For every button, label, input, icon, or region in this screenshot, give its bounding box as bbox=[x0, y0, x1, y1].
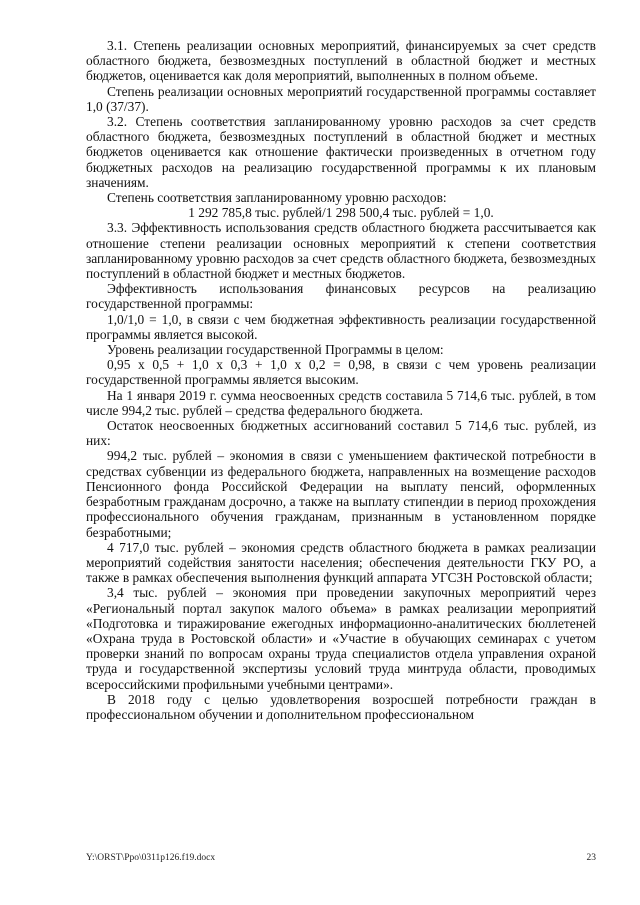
paragraph-efficiency-result: 1,0/1,0 = 1,0, в связи с чем бюджетная эффективность реализации государственной программы является высокой. bbox=[86, 311, 596, 342]
footer-file-path: Y:\ORST\Ppo\0311p126.f19.docx bbox=[86, 853, 216, 863]
paragraph-degree-result: Степень реализации основных мероприятий государственной программы составляет 1,0 (37/37). bbox=[86, 83, 596, 114]
paragraph-efficiency-label: Эффективность использования финансовых ресурсов на реализацию государственной программы: bbox=[86, 281, 596, 312]
footer-page-number: 23 bbox=[586, 853, 596, 863]
paragraph-level-label: Уровень реализации государственной Программы в целом: bbox=[107, 342, 444, 358]
document-body bbox=[86, 38, 596, 722]
paragraph-unspent-total: На 1 января 2019 г. сумма неосвоенных средств составила 5 714,6 тыс. рублей, в том числе 994,2 тыс. рублей – средства федерального бюджета. bbox=[86, 387, 596, 418]
paragraph-3-2: 3.2. Степень соответствия запланированному уровню расходов за счет средств областного бюджета, безвозмездных поступлений в областной бюджет и местных бюджетов оценивается как отношение фактически произведенных в отчетном году бюджетных расходов на реализацию государственной программы к их плановым значениям. bbox=[86, 114, 596, 190]
paragraph-expense-label: Степень соответствия запланированному уровню расходов: bbox=[107, 190, 447, 206]
paragraph-3-1: 3.1. Степень реализации основных мероприятий, финансируемых за счет средств областного бюджета, безвозмездных поступлений в областной бюджет и местных бюджетов, оценивается как доля мероприятий, выполненных в полном объеме. bbox=[86, 38, 596, 84]
paragraph-2018-training: В 2018 году с целью удовлетворения возросшей потребности граждан в профессиональном обучении и дополнительном профессиональном bbox=[86, 691, 596, 722]
paragraph-3-3: 3.3. Эффективность использования средств областного бюджета рассчитывается как отношение степени реализации основных мероприятий к степени соответствия запланированному уровню расходов за счет средств областного бюджета, безвозмездных поступлений в областной бюджет и местных бюджетов. bbox=[86, 220, 596, 282]
paragraph-federal-savings: 994,2 тыс. рублей – экономия в связи с уменьшением фактической потребности в средствах субвенции из федерального бюджета, направленных на возмещение расходов Пенсионного фонда Российской Федерации на выплату пенсий, оформленных безработным гражданам досрочно, а также на выплату стипендии в период прохождения профессионального обучения гражданам, признанным в установленном порядке безработными; bbox=[86, 448, 596, 540]
paragraph-unspent-balance: Остаток неосвоенных бюджетных ассигнований составил 5 714,6 тыс. рублей, из них: bbox=[86, 418, 596, 449]
paragraph-regional-savings: 4 717,0 тыс. рублей – экономия средств областного бюджета в рамках реализации мероприятий содействия занятости населения; обеспечения деятельности ГКУ РО, а также в рамках обеспечения выполнения функций аппарата УГСЗН Ростовской области; bbox=[86, 539, 596, 586]
formula-expense: 1 292 785,8 тыс. рублей/1 298 500,4 тыс. рублей = 1,0. bbox=[188, 205, 494, 221]
paragraph-procurement-savings: 3,4 тыс. рублей – экономия при проведении закупочных мероприятий через «Региональный портал закупок малого объема» в рамках реализации мероприятий «Подготовка и тиражирование ежегодных информационно-аналитических бюллетеней «Охрана труда в Ростовской области» и «Участие в обучающих семинарах с учетом проверки знаний по вопросам охраны труда специалистов отдела управления охраной труда и государственной экспертизы условий труда минтруда области, проводимых всероссийскими профильными учебными центрами». bbox=[86, 585, 596, 692]
paragraph-level-formula: 0,95 х 0,5 + 1,0 х 0,3 + 1,0 х 0,2 = 0,98, в связи с чем уровень реализации государственной программы является высоким. bbox=[86, 357, 596, 388]
